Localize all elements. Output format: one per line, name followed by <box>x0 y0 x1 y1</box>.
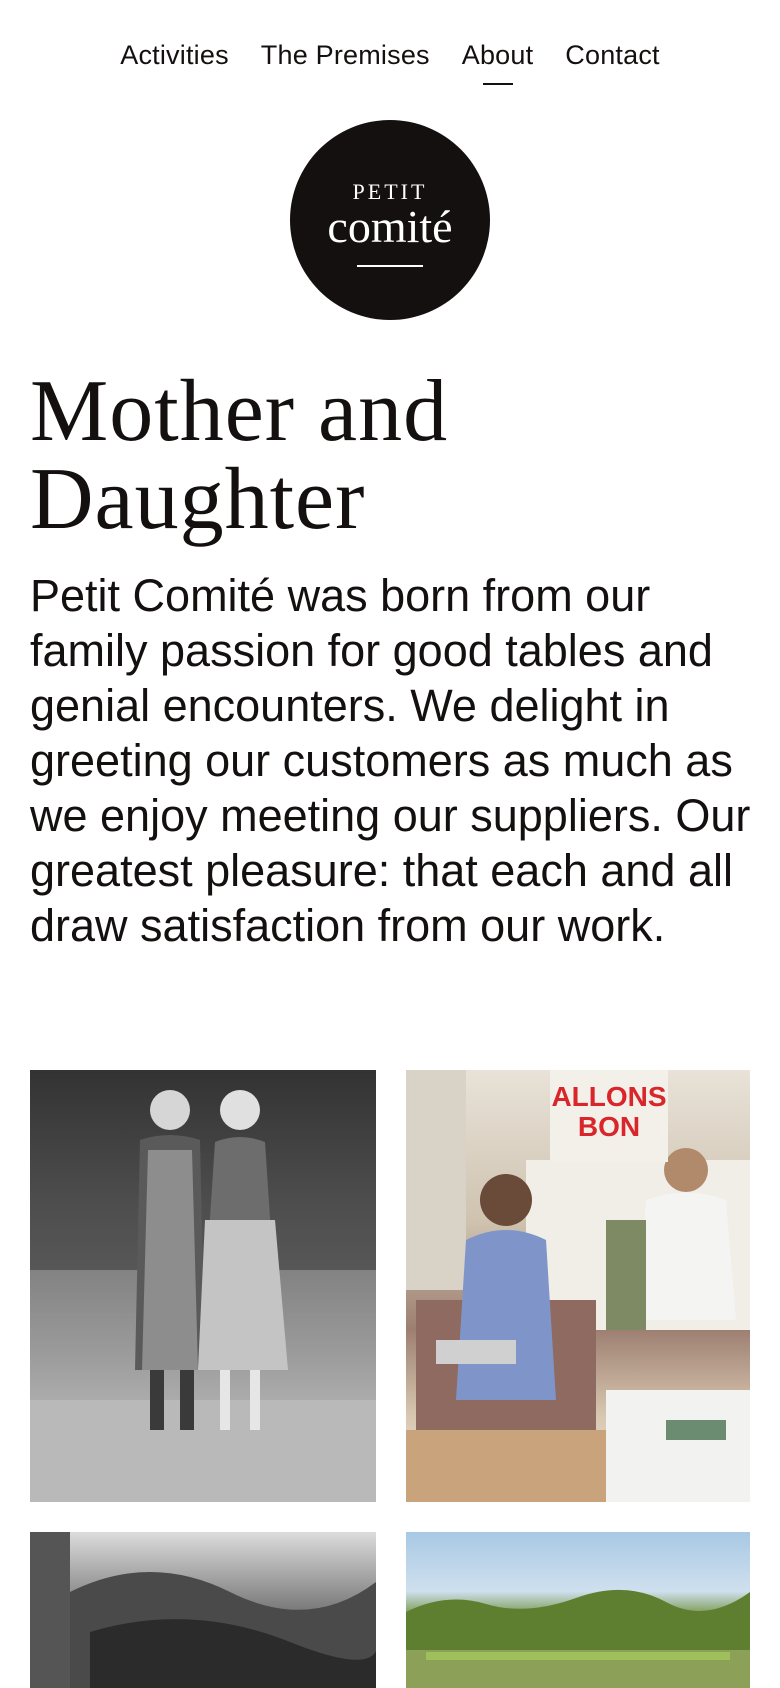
petit-comite-logo[interactable] <box>290 120 490 320</box>
allons-bon-poster: ALLONS BON <box>550 1070 668 1162</box>
nav-contact[interactable]: Contact <box>565 40 660 70</box>
logo-underline <box>357 265 423 267</box>
photo-mother-daughter-vintage <box>30 1070 376 1502</box>
logo-big-text: comité <box>327 201 453 252</box>
nav-the-premises[interactable]: The Premises <box>260 40 430 70</box>
photo-garden-vintage <box>30 1532 376 1688</box>
photo-mother-daughter-today <box>406 1070 750 1502</box>
vintage-photo-illustration <box>30 1070 376 1502</box>
main-nav <box>0 40 780 85</box>
logo-small-text: PETIT <box>352 179 428 204</box>
photo-countryside <box>406 1532 750 1688</box>
countryside-photo-illustration <box>406 1532 750 1688</box>
intro-paragraph: Petit Comité was born from our family passion for good tables and genial encounters. We delight in greeting our customers as much as we enjoy meeting our suppliers. Our greatest pleasure: that each and all draw satisfaction from our work. <box>30 570 751 951</box>
garden-photo-illustration <box>30 1532 376 1688</box>
page-title: Mother and Daughter <box>30 363 449 548</box>
nav-about[interactable]: About <box>462 40 534 85</box>
nav-activities[interactable]: Activities <box>120 40 229 70</box>
